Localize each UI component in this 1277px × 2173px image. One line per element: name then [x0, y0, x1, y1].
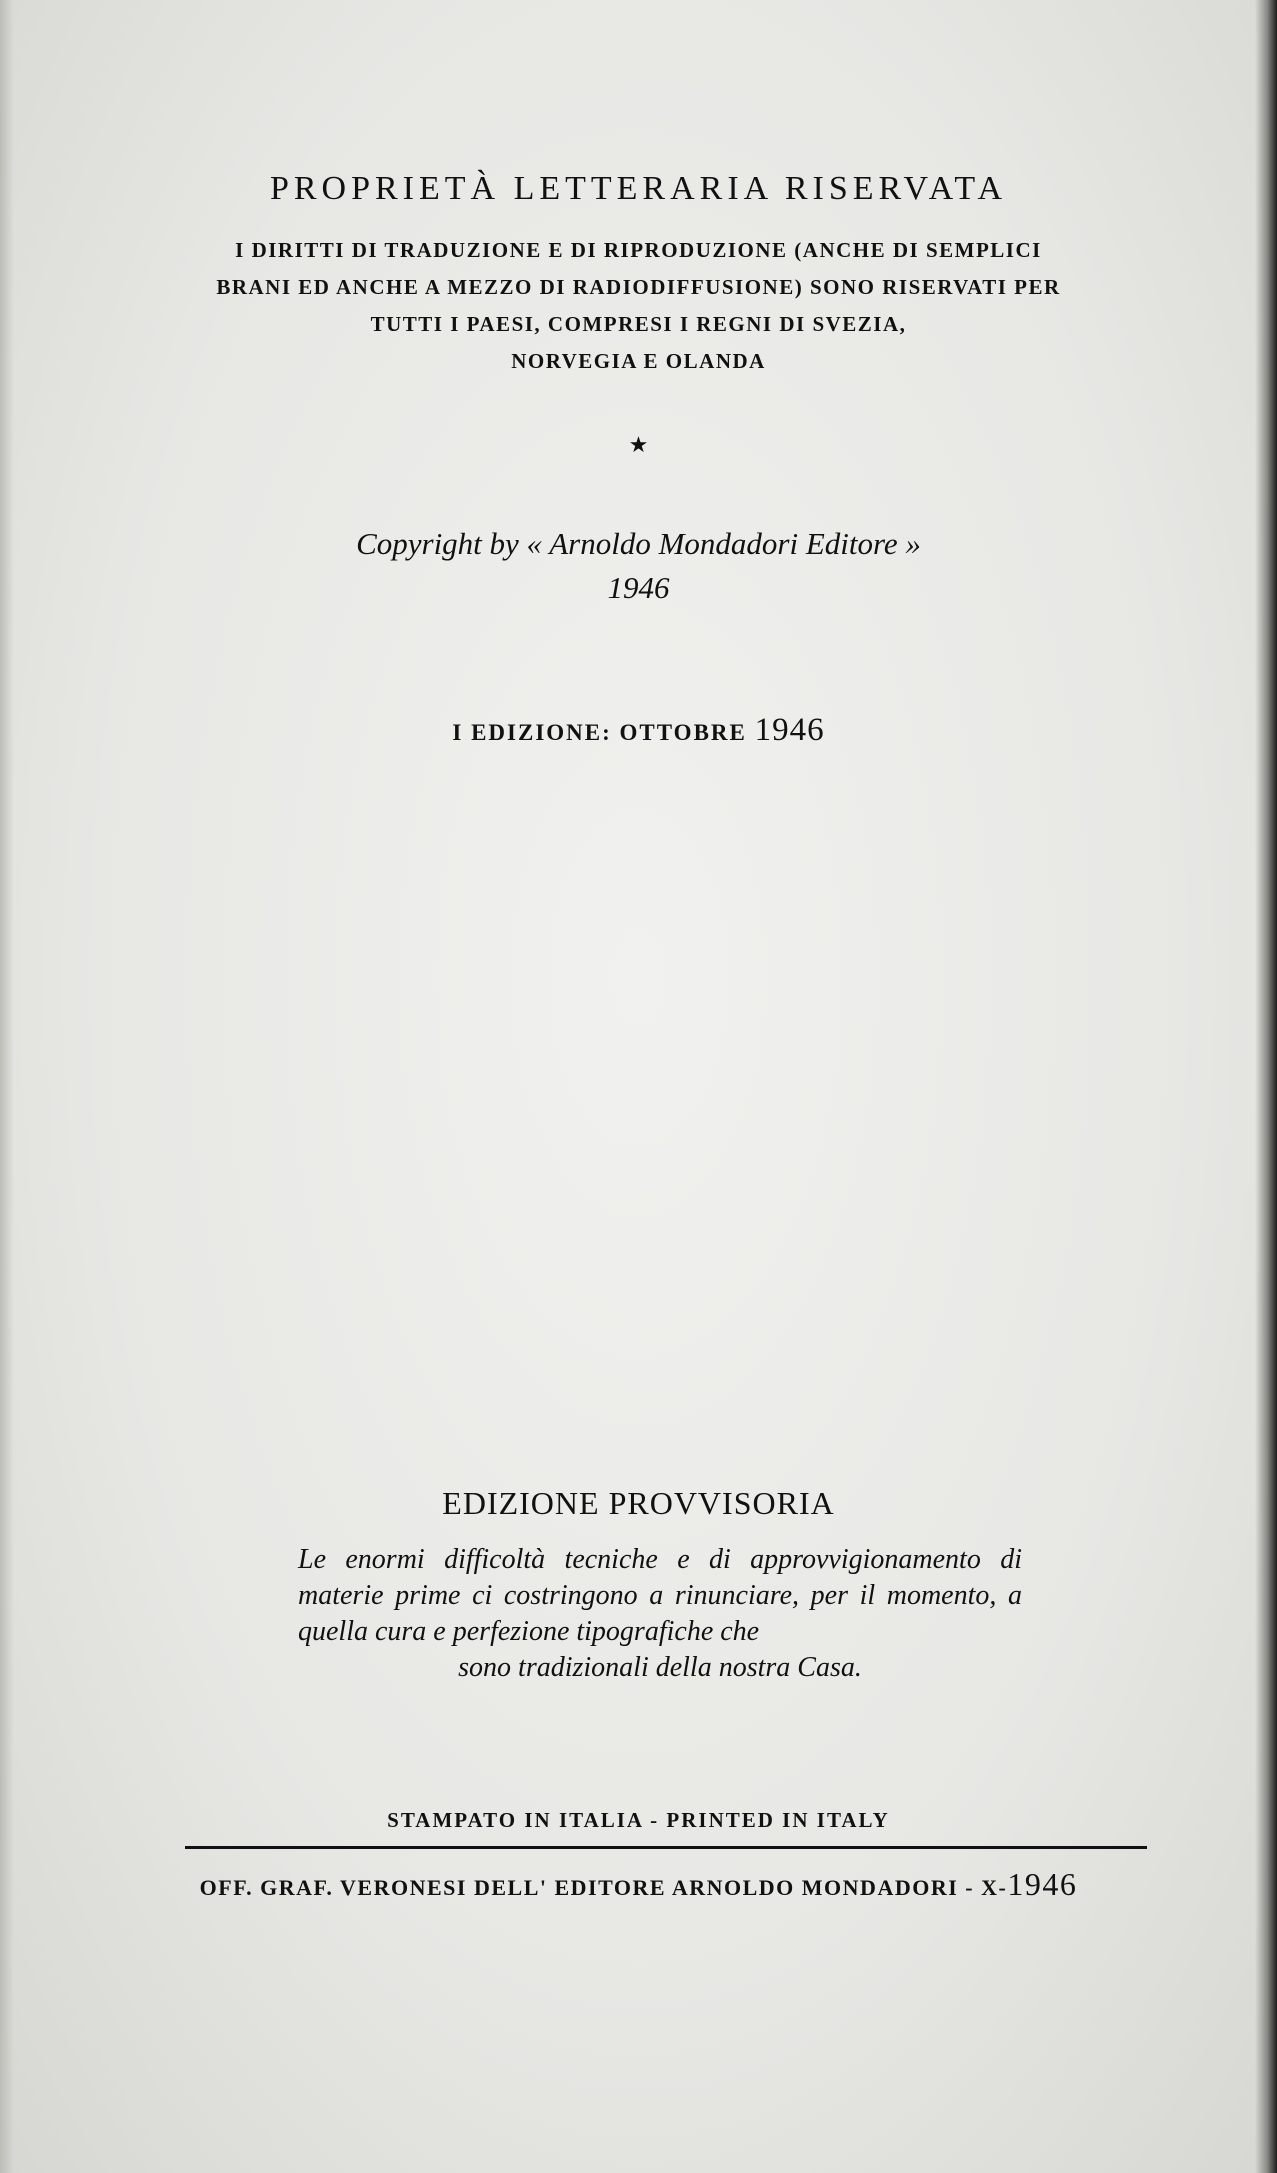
- rights-line: NORVEGIA E OLANDA: [511, 349, 766, 373]
- reserved-rights-title: PROPRIETÀ LETTERARIA RISERVATA: [269, 170, 1008, 207]
- edition-year: 1946: [754, 712, 825, 748]
- copyright-line: Copyright by « Arnoldo Mondadori Editore »: [356, 526, 921, 561]
- provisional-notice-last-line: sono tradizionali della nostra Casa.: [458, 1652, 862, 1683]
- printed-in-italy: STAMPATO IN ITALIA - PRINTED IN ITALY: [387, 1808, 890, 1832]
- edition-line: [0, 712, 1277, 749]
- copyright-notice: [0, 522, 1277, 610]
- copyright-year: 1946: [607, 570, 670, 605]
- printer-label: OFF. GRAF. VERONESI DELL' EDITORE ARNOLDO MONDADORI - X-: [199, 1875, 1008, 1900]
- printer-imprint: [0, 1866, 1277, 1903]
- edition-label: I EDIZIONE: OTTOBRE: [452, 720, 747, 745]
- rights-line: I DIRITTI DI TRADUZIONE E DI RIPRODUZIONE (ANCHE DI SEMPLICI: [235, 238, 1042, 262]
- provisional-notice-body: Le enormi difficoltà tecniche e di approvvigionamento di materie prime ci costringono a rinunciare, per il momento, a quella cura e perfezione tipografiche che: [298, 1544, 1022, 1647]
- rights-line: TUTTI I PAESI, COMPRESI I REGNI DI SVEZIA,: [370, 312, 907, 336]
- rights-line: BRANI ED ANCHE A MEZZO DI RADIODIFFUSIONE) SONO RISERVATI PER: [216, 275, 1061, 299]
- printer-year: 1946: [1007, 1866, 1078, 1902]
- rights-notice: [0, 232, 1277, 380]
- provisional-edition-notice: [298, 1542, 1022, 1686]
- provisional-edition-title: EDIZIONE PROVVISORIA: [442, 1485, 835, 1521]
- star-ornament-icon: ★: [628, 432, 649, 457]
- footer-divider: [185, 1846, 1147, 1849]
